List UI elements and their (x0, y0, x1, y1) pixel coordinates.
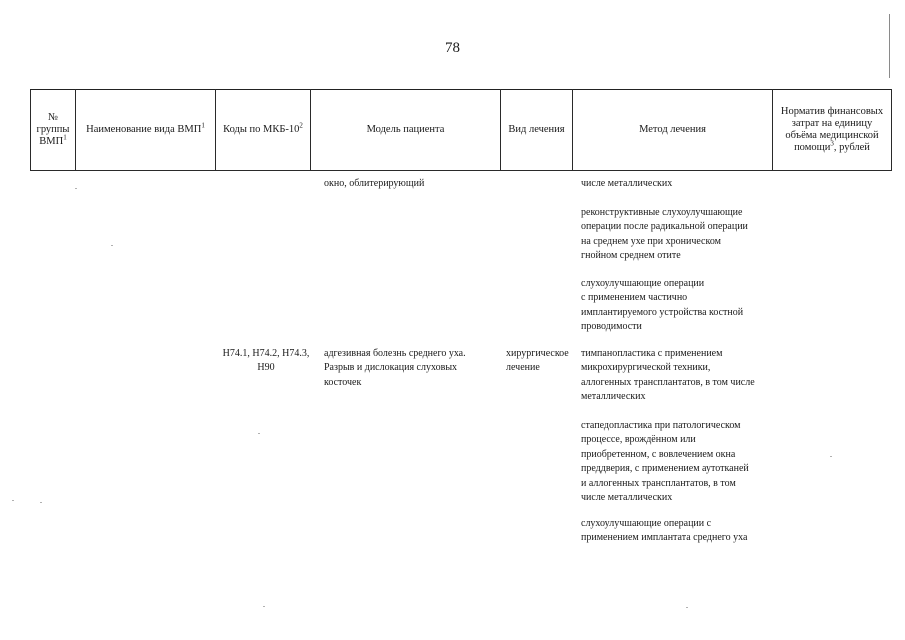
scan-speck (111, 245, 113, 246)
scan-speck (830, 456, 832, 457)
scan-speck (12, 500, 14, 501)
header-financial-norm-tail: , рублей (833, 142, 870, 153)
method-item: стапедопластика при патологическом процессе, врождённом или приобретенном, с вовлечением окна преддверия, с применением аутотканей и аллогенных трансплантатов, в том числе металлических (581, 420, 749, 504)
scan-speck (40, 502, 42, 503)
continued-method-item: реконструктивные слухоулучшающие операции после радикальной операции на среднем ухе при хроническом гнойном среднем отите (581, 207, 748, 262)
footnote-mark: 3 (830, 139, 834, 148)
method-item: тимпанопластика с применением микрохирургической техники, аллогенных трансплантатов, в том числе металлических (581, 348, 755, 403)
header-group-number (31, 90, 76, 171)
scan-speck (686, 607, 688, 608)
header-treatment-type: Вид лечения (501, 90, 573, 171)
table-header (30, 89, 892, 171)
header-icd-codes-label: Коды по МКБ-10 (223, 124, 300, 135)
footnote-mark: 1 (63, 133, 67, 142)
page-number: 78 (445, 40, 460, 56)
header-icd-codes (216, 90, 311, 171)
scan-speck (263, 606, 265, 607)
header-financial-norm (773, 90, 892, 171)
header-patient-model: Модель пациента (311, 90, 501, 171)
header-group-number-label: № группы ВМП (36, 112, 70, 147)
continued-method-item: слухоулучшающие операции с применением частично имплантируемого устройства костной проводимости (581, 278, 744, 333)
header-financial-norm-label: Норматив финансовых затрат на единицу объёма медицинской помощи (780, 106, 884, 153)
patient-model: адгезивная болезнь среднего уха. Разрыв и дислокация слуховых косточек (324, 348, 466, 388)
scan-speck (258, 433, 260, 434)
footnote-mark: 1 (201, 121, 205, 130)
method-item: слухоулучшающие операции с применением имплантата среднего уха (581, 518, 748, 544)
continued-patient-model: окно, облитерирующий (324, 178, 425, 189)
header-vmp-name (76, 90, 216, 171)
scan-speck (75, 188, 77, 189)
header-vmp-name-label: Наименование вида ВМП (86, 124, 202, 135)
continued-method-item: числе металлических (581, 178, 673, 189)
header-treatment-method: Метод лечения (573, 90, 773, 171)
margin-rule (889, 14, 890, 78)
icd-codes: H74.1, H74.2, H74.3, H90 (222, 348, 310, 374)
footnote-mark: 2 (299, 121, 303, 130)
treatment-type: хирургическое лечение (506, 348, 569, 374)
